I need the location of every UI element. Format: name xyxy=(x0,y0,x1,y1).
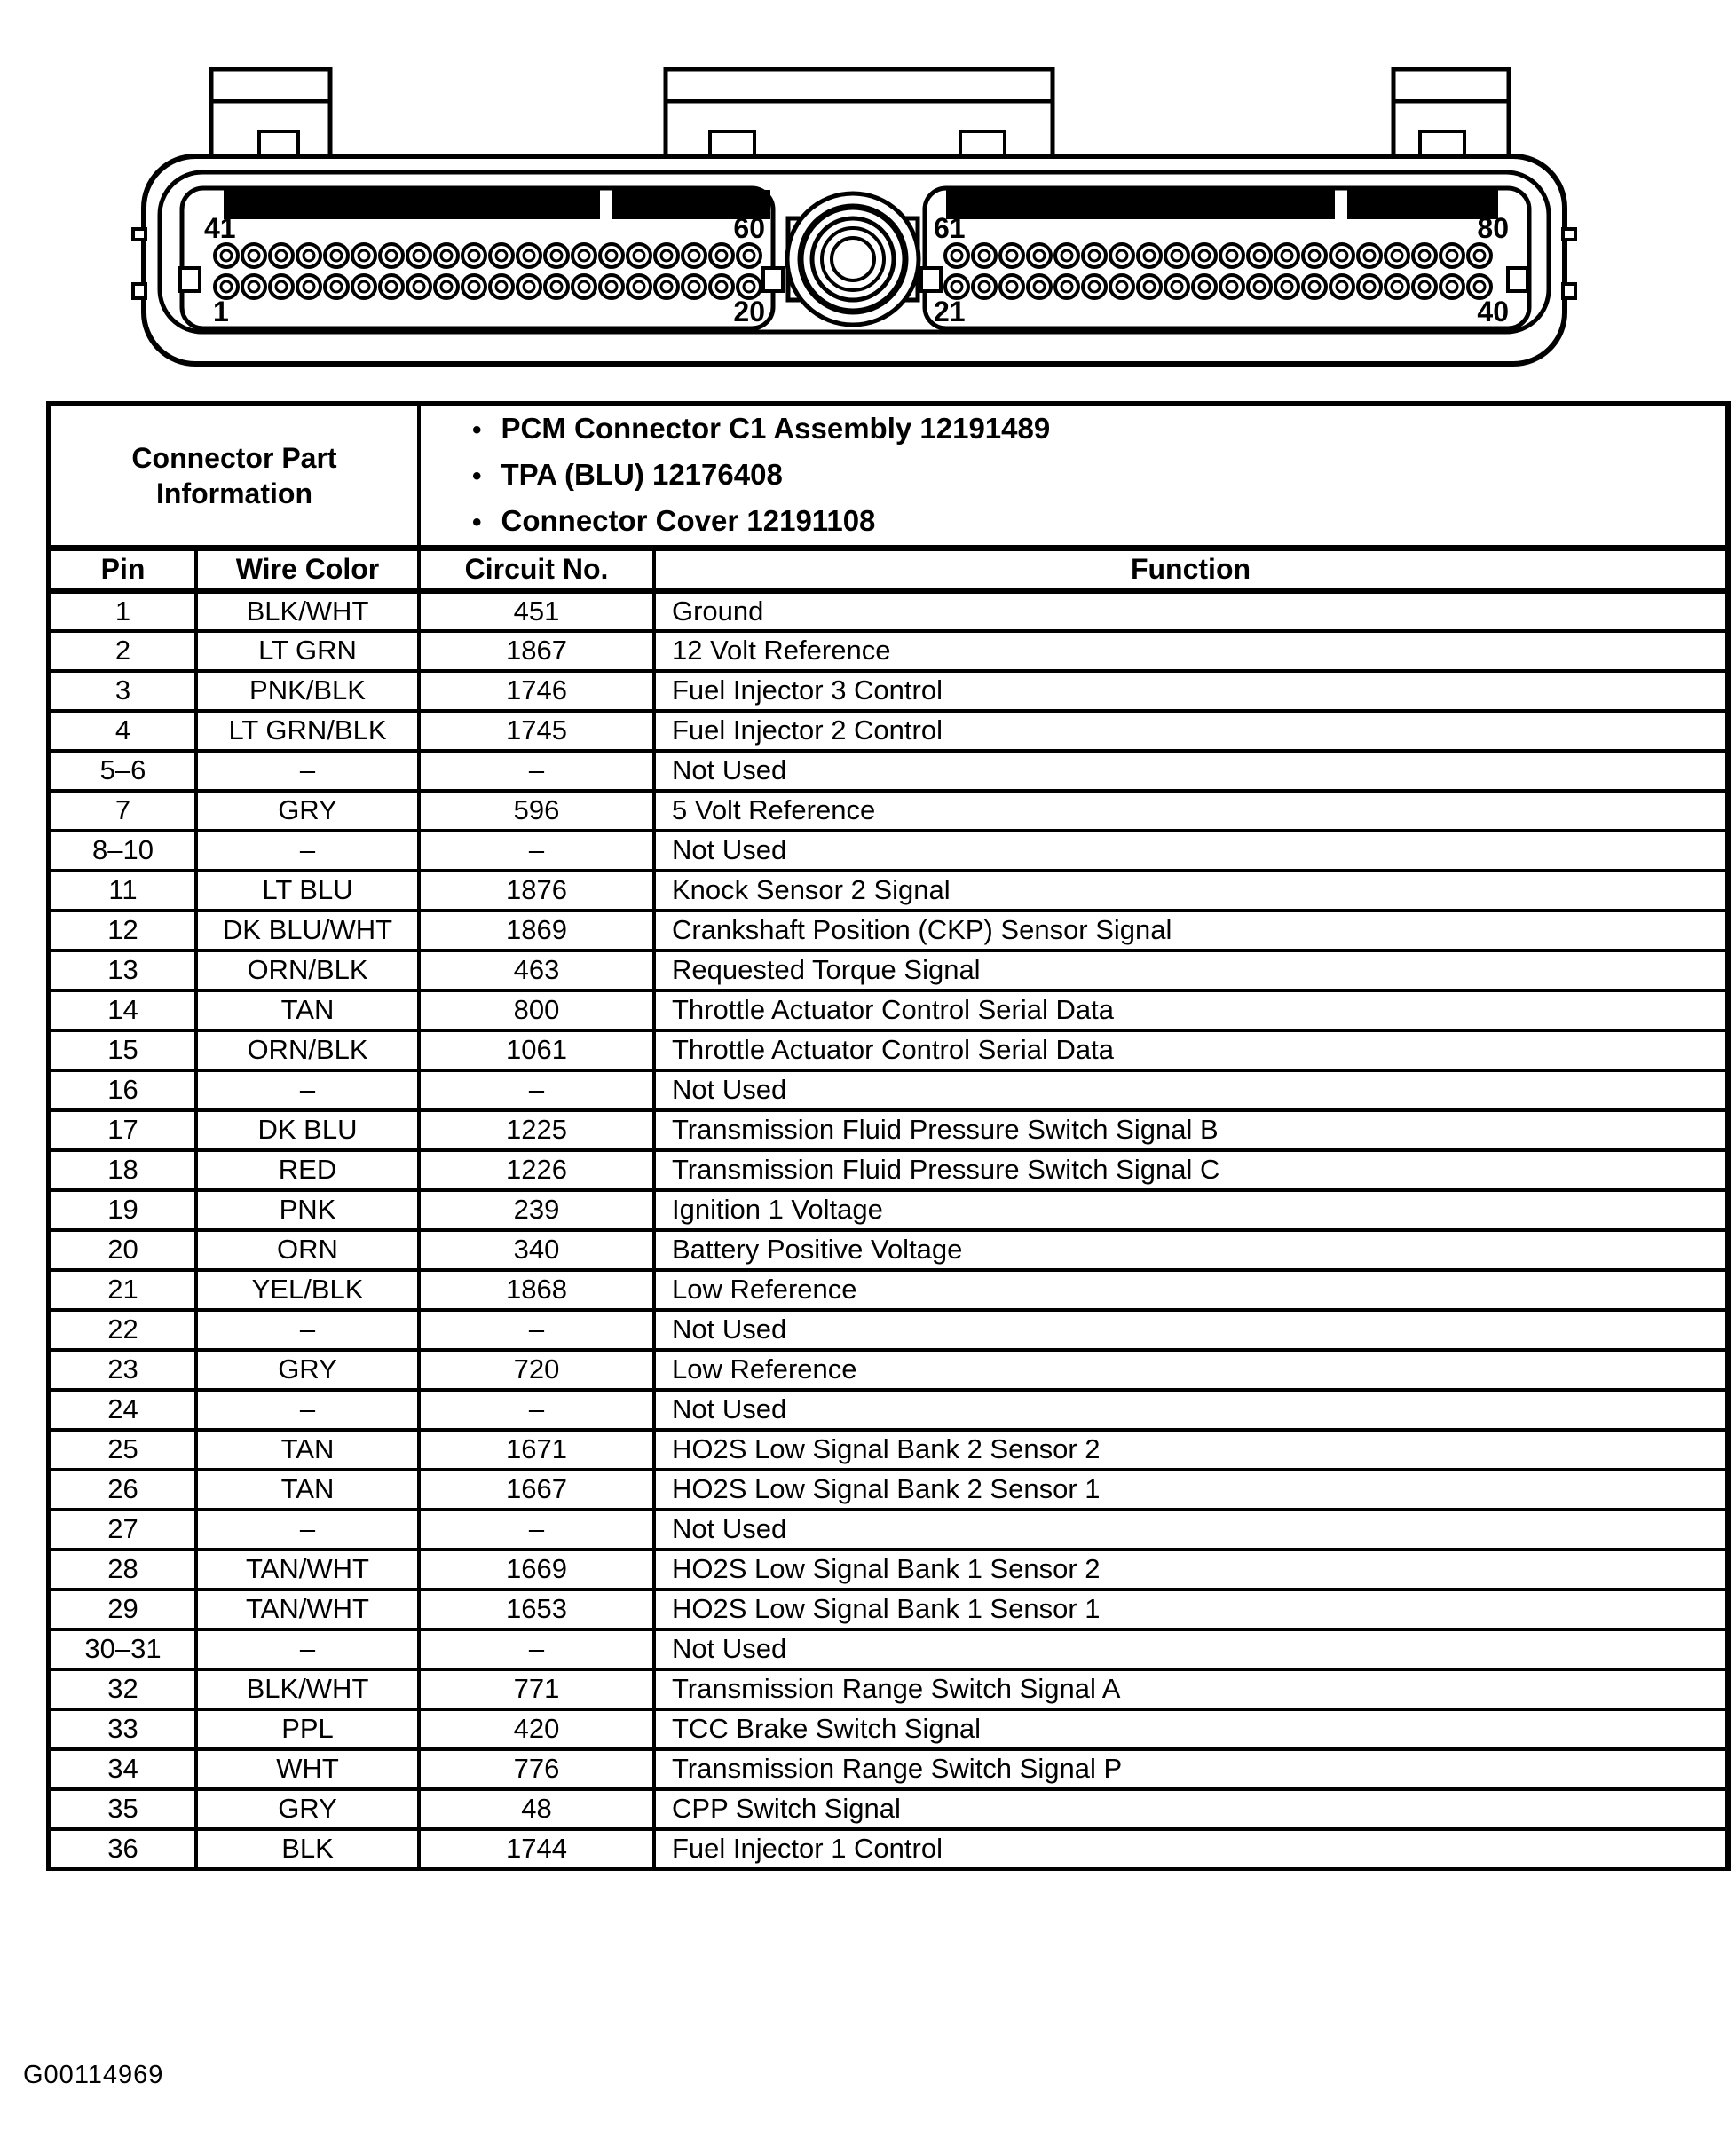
pin-cavity xyxy=(331,281,342,292)
cell-function: Throttle Actuator Control Serial Data xyxy=(654,1030,1728,1070)
pin-cavity xyxy=(496,281,507,292)
cell-wire: ORN/BLK xyxy=(196,951,419,990)
pin-cavity xyxy=(1337,250,1347,261)
pin-row xyxy=(49,1510,1728,1550)
pin-row xyxy=(49,911,1728,951)
cell-pin: 23 xyxy=(49,1350,196,1390)
cell-pin: 12 xyxy=(49,911,196,951)
cell-pin: 13 xyxy=(49,951,196,990)
cell-function: Not Used xyxy=(654,751,1728,791)
pin-row xyxy=(49,1789,1728,1829)
pin-cavity xyxy=(221,281,232,292)
pin-cavity xyxy=(1337,281,1347,292)
cell-pin: 33 xyxy=(49,1709,196,1749)
connector-part-info-text: Connector Part Information xyxy=(131,442,337,509)
cell-pin: 16 xyxy=(49,1070,196,1110)
pin-cavity xyxy=(744,250,754,261)
cell-wire: PPL xyxy=(196,1709,419,1749)
cell-wire: BLK/WHT xyxy=(196,591,419,631)
left-edge-tick xyxy=(133,229,146,240)
cell-pin: 14 xyxy=(49,990,196,1030)
pin-row xyxy=(49,1230,1728,1270)
cell-pin: 27 xyxy=(49,1510,196,1550)
pin-cavity xyxy=(1474,281,1485,292)
cell-wire: PNK xyxy=(196,1190,419,1230)
cell-pin: 3 xyxy=(49,671,196,711)
cell-circuit: – xyxy=(419,751,654,791)
pin-cavity xyxy=(414,281,424,292)
pin-cavity xyxy=(661,281,672,292)
pin-cavity xyxy=(331,250,342,261)
cell-wire: – xyxy=(196,831,419,871)
cell-pin: 1 xyxy=(49,591,196,631)
cell-function: Crankshaft Position (CKP) Sensor Signal xyxy=(654,911,1728,951)
cell-circuit: 1226 xyxy=(419,1150,654,1190)
cell-function: TCC Brake Switch Signal xyxy=(654,1709,1728,1749)
cell-pin: 8–10 xyxy=(49,831,196,871)
pin-number-label: 61 xyxy=(934,212,966,244)
pin-row xyxy=(49,1749,1728,1789)
cell-pin: 17 xyxy=(49,1110,196,1150)
cell-circuit: 420 xyxy=(419,1709,654,1749)
pin-row xyxy=(49,791,1728,831)
cell-circuit: 451 xyxy=(419,591,654,631)
pin-cavity xyxy=(1474,250,1485,261)
part-list-item xyxy=(472,499,1725,545)
pcm-connector-diagram xyxy=(0,0,1736,396)
cell-wire: DK BLU/WHT xyxy=(196,911,419,951)
left-tab-notch xyxy=(259,131,298,156)
connector-part-info-row xyxy=(49,404,1728,548)
pin-cavity xyxy=(1419,281,1430,292)
pin-row xyxy=(49,591,1728,631)
cell-wire: GRY xyxy=(196,791,419,831)
pin-cavity xyxy=(1172,281,1182,292)
cell-pin: 30–31 xyxy=(49,1629,196,1669)
cell-circuit: 776 xyxy=(419,1749,654,1789)
cell-pin: 5–6 xyxy=(49,751,196,791)
cell-circuit: – xyxy=(419,1390,654,1430)
center-bolt-boss xyxy=(787,193,919,325)
cell-wire: – xyxy=(196,1310,419,1350)
pin-cavity xyxy=(1034,250,1045,261)
pin-cavity xyxy=(1117,281,1127,292)
pin-cavity xyxy=(716,281,727,292)
cell-wire: TAN xyxy=(196,1430,419,1470)
center-tab-notch-left xyxy=(710,131,754,156)
pin-cavity xyxy=(979,250,990,261)
cell-wire: BLK xyxy=(196,1829,419,1869)
pin-cavity xyxy=(1364,281,1375,292)
right-edge-tick xyxy=(1563,229,1575,240)
cell-pin: 24 xyxy=(49,1390,196,1430)
pin-cavity xyxy=(661,250,672,261)
cell-function: Transmission Fluid Pressure Switch Signal C xyxy=(654,1150,1728,1190)
pin-row xyxy=(49,671,1728,711)
cell-circuit: 48 xyxy=(419,1789,654,1829)
pin-row xyxy=(49,951,1728,990)
bullet-icon: • xyxy=(472,462,482,491)
cell-function: Requested Torque Signal xyxy=(654,951,1728,990)
pin-number-label: 41 xyxy=(204,212,236,244)
part-item-text: Connector Cover 12191108 xyxy=(501,504,876,537)
pin-cavity xyxy=(304,250,314,261)
cell-circuit: 1868 xyxy=(419,1270,654,1310)
pin-cavity xyxy=(1309,281,1320,292)
cell-circuit: – xyxy=(419,1070,654,1110)
pin-cavity xyxy=(359,250,369,261)
cell-function: Transmission Fluid Pressure Switch Signal B xyxy=(654,1110,1728,1150)
left-edge-tick xyxy=(133,284,146,298)
pin-cavity xyxy=(579,281,589,292)
pin-cavity xyxy=(249,281,259,292)
cell-circuit: 1669 xyxy=(419,1550,654,1590)
pin-cavity xyxy=(496,250,507,261)
cell-pin: 25 xyxy=(49,1430,196,1470)
pin-cavity xyxy=(441,281,452,292)
pin-cavity xyxy=(1061,250,1072,261)
pin-cavity xyxy=(689,281,699,292)
cell-wire: TAN xyxy=(196,990,419,1030)
pin-cavity xyxy=(414,250,424,261)
pin-cavity xyxy=(951,250,962,261)
cell-function: HO2S Low Signal Bank 2 Sensor 2 xyxy=(654,1430,1728,1470)
pin-cavity xyxy=(276,281,287,292)
pin-cavity xyxy=(1172,250,1182,261)
cell-wire: – xyxy=(196,1390,419,1430)
pin-row xyxy=(49,1070,1728,1110)
pin-cavity xyxy=(221,250,232,261)
pin-row xyxy=(49,871,1728,911)
pin-cavity xyxy=(441,250,452,261)
pin-cavity xyxy=(1006,281,1017,292)
cell-pin: 20 xyxy=(49,1230,196,1270)
cell-function: Low Reference xyxy=(654,1350,1728,1390)
cell-wire: WHT xyxy=(196,1749,419,1789)
pin-number-label: 80 xyxy=(1477,212,1509,244)
pin-cavity xyxy=(551,281,562,292)
part-list-item xyxy=(472,453,1725,499)
pinout-table xyxy=(46,401,1731,1871)
cell-circuit: 239 xyxy=(419,1190,654,1230)
pin-row xyxy=(49,1030,1728,1070)
cell-pin: 26 xyxy=(49,1470,196,1510)
cell-circuit: – xyxy=(419,1629,654,1669)
pin-row xyxy=(49,751,1728,791)
cell-pin: 28 xyxy=(49,1550,196,1590)
cell-function: Not Used xyxy=(654,1510,1728,1550)
cell-wire: LT GRN/BLK xyxy=(196,711,419,751)
cell-pin: 22 xyxy=(49,1310,196,1350)
cell-pin: 4 xyxy=(49,711,196,751)
right-tab-notch xyxy=(1420,131,1464,156)
pin-row xyxy=(49,1470,1728,1510)
pin-cavity xyxy=(689,250,699,261)
pin-cavity xyxy=(1199,250,1210,261)
pin-cavity xyxy=(304,281,314,292)
cell-wire: GRY xyxy=(196,1789,419,1829)
cell-function: Fuel Injector 1 Control xyxy=(654,1829,1728,1869)
pin-cavity xyxy=(1061,281,1072,292)
cell-circuit: 771 xyxy=(419,1669,654,1709)
pin-row xyxy=(49,711,1728,751)
pin-cavity xyxy=(951,281,962,292)
pin-row xyxy=(49,631,1728,671)
pin-cavity xyxy=(1392,281,1402,292)
cell-circuit: – xyxy=(419,1310,654,1350)
column-header-pin: Pin xyxy=(49,548,196,591)
figure-id: G00114969 xyxy=(23,2061,164,2089)
pin-row xyxy=(49,1190,1728,1230)
pin-cavity xyxy=(634,250,644,261)
cell-function: Ignition 1 Voltage xyxy=(654,1190,1728,1230)
pin-cavity xyxy=(359,281,369,292)
column-header-row xyxy=(49,548,1728,591)
pin-cavity xyxy=(1006,250,1017,261)
cell-function: Ground xyxy=(654,591,1728,631)
cell-pin: 34 xyxy=(49,1749,196,1789)
cell-wire: ORN/BLK xyxy=(196,1030,419,1070)
cell-function: Throttle Actuator Control Serial Data xyxy=(654,990,1728,1030)
pin-cavity xyxy=(744,281,754,292)
pin-cavity xyxy=(1447,281,1457,292)
cell-circuit: 1746 xyxy=(419,671,654,711)
connector-top-tabs xyxy=(211,69,1509,156)
pin-row xyxy=(49,1629,1728,1669)
cell-wire: TAN/WHT xyxy=(196,1590,419,1629)
cell-function: Fuel Injector 2 Control xyxy=(654,711,1728,751)
cell-function: CPP Switch Signal xyxy=(654,1789,1728,1829)
cell-function: Not Used xyxy=(654,1629,1728,1669)
cell-function: Not Used xyxy=(654,1390,1728,1430)
bullet-icon: • xyxy=(472,508,482,537)
pin-cavity xyxy=(1447,250,1457,261)
pin-cavity xyxy=(716,250,727,261)
cell-function: Low Reference xyxy=(654,1270,1728,1310)
pin-row xyxy=(49,1270,1728,1310)
bullet-icon: • xyxy=(472,415,482,445)
center-tab-notch-right xyxy=(960,131,1005,156)
pin-row xyxy=(49,1709,1728,1749)
cell-wire: – xyxy=(196,751,419,791)
pin-row xyxy=(49,1390,1728,1430)
pin-cavity xyxy=(1282,281,1292,292)
connector-part-info-label xyxy=(49,404,419,548)
pin-cavity xyxy=(1364,250,1375,261)
cell-wire: YEL/BLK xyxy=(196,1270,419,1310)
cell-wire: PNK/BLK xyxy=(196,671,419,711)
column-header-circuit-no: Circuit No. xyxy=(419,548,654,591)
cell-function: 12 Volt Reference xyxy=(654,631,1728,671)
cell-circuit: 1671 xyxy=(419,1430,654,1470)
cell-circuit: 1225 xyxy=(419,1110,654,1150)
cell-wire: TAN/WHT xyxy=(196,1550,419,1590)
pin-row xyxy=(49,1430,1728,1470)
part-item-text: PCM Connector C1 Assembly 12191489 xyxy=(501,412,1051,445)
cell-circuit: 800 xyxy=(419,990,654,1030)
cell-wire: – xyxy=(196,1510,419,1550)
pin-cavity xyxy=(1034,281,1045,292)
cell-circuit: 1876 xyxy=(419,871,654,911)
cell-wire: LT GRN xyxy=(196,631,419,671)
cell-wire: – xyxy=(196,1629,419,1669)
pin-cavity xyxy=(1117,250,1127,261)
cell-wire: BLK/WHT xyxy=(196,1669,419,1709)
cell-circuit: 596 xyxy=(419,791,654,831)
cell-pin: 29 xyxy=(49,1590,196,1629)
cell-pin: 36 xyxy=(49,1829,196,1869)
pin-row xyxy=(49,1829,1728,1869)
pin-cavity xyxy=(276,250,287,261)
pin-cavity xyxy=(524,250,534,261)
cell-circuit: 1745 xyxy=(419,711,654,751)
cell-circuit: 1744 xyxy=(419,1829,654,1869)
pin-row xyxy=(49,1110,1728,1150)
cell-circuit: 720 xyxy=(419,1350,654,1390)
pin-cavity xyxy=(1392,250,1402,261)
cell-function: Transmission Range Switch Signal A xyxy=(654,1669,1728,1709)
pin-cavity xyxy=(606,281,617,292)
cell-function: HO2S Low Signal Bank 1 Sensor 1 xyxy=(654,1590,1728,1629)
pin-cavity xyxy=(1254,250,1265,261)
pin-cavity xyxy=(606,250,617,261)
pin-row xyxy=(49,1669,1728,1709)
cell-circuit: 1667 xyxy=(419,1470,654,1510)
cell-circuit: 1869 xyxy=(419,911,654,951)
pin-cavity xyxy=(1227,250,1237,261)
column-header-function: Function xyxy=(654,548,1728,591)
cell-circuit: 340 xyxy=(419,1230,654,1270)
column-header-wire-color: Wire Color xyxy=(196,548,419,591)
pin-cavity xyxy=(469,250,479,261)
pin-cavity xyxy=(1089,281,1100,292)
pin-cavity xyxy=(1144,281,1155,292)
pin-cavity xyxy=(634,281,644,292)
part-list-item xyxy=(472,406,1725,453)
cell-wire: LT BLU xyxy=(196,871,419,911)
cell-circuit: 1061 xyxy=(419,1030,654,1070)
pin-cavity xyxy=(1144,250,1155,261)
pin-cavity xyxy=(551,250,562,261)
cell-function: Knock Sensor 2 Signal xyxy=(654,871,1728,911)
pin-number-label: 60 xyxy=(733,212,765,244)
pin-cavity xyxy=(469,281,479,292)
cell-wire: DK BLU xyxy=(196,1110,419,1150)
pin-row xyxy=(49,831,1728,871)
pin-number-label: 40 xyxy=(1477,296,1509,327)
pin-cavity xyxy=(524,281,534,292)
pin-row xyxy=(49,1590,1728,1629)
cell-function: Fuel Injector 3 Control xyxy=(654,671,1728,711)
pin-cavity xyxy=(249,250,259,261)
pin-row xyxy=(49,990,1728,1030)
cell-pin: 11 xyxy=(49,871,196,911)
cell-function: 5 Volt Reference xyxy=(654,791,1728,831)
cell-wire: RED xyxy=(196,1150,419,1190)
cell-circuit: 463 xyxy=(419,951,654,990)
pin-cavity xyxy=(386,281,397,292)
cell-function: HO2S Low Signal Bank 2 Sensor 1 xyxy=(654,1470,1728,1510)
cell-pin: 15 xyxy=(49,1030,196,1070)
cell-circuit: – xyxy=(419,1510,654,1550)
pin-cavity xyxy=(579,250,589,261)
cell-pin: 18 xyxy=(49,1150,196,1190)
cell-wire: – xyxy=(196,1070,419,1110)
cell-wire: TAN xyxy=(196,1470,419,1510)
pin-row xyxy=(49,1550,1728,1590)
cell-circuit: 1867 xyxy=(419,631,654,671)
cell-pin: 21 xyxy=(49,1270,196,1310)
cell-circuit: 1653 xyxy=(419,1590,654,1629)
cell-pin: 2 xyxy=(49,631,196,671)
pin-number-label: 20 xyxy=(733,296,765,327)
pin-cavity xyxy=(1282,250,1292,261)
cell-wire: ORN xyxy=(196,1230,419,1270)
cell-wire: GRY xyxy=(196,1350,419,1390)
pin-cavity xyxy=(1199,281,1210,292)
connector-part-list xyxy=(419,404,1728,548)
cell-function: Battery Positive Voltage xyxy=(654,1230,1728,1270)
pin-cavity xyxy=(1089,250,1100,261)
cell-pin: 7 xyxy=(49,791,196,831)
cell-function: Not Used xyxy=(654,1070,1728,1110)
pin-number-label: 1 xyxy=(213,296,229,327)
pin-cavity xyxy=(1254,281,1265,292)
cell-pin: 35 xyxy=(49,1789,196,1829)
pin-row xyxy=(49,1350,1728,1390)
cell-function: HO2S Low Signal Bank 1 Sensor 2 xyxy=(654,1550,1728,1590)
pin-row xyxy=(49,1150,1728,1190)
cell-function: Transmission Range Switch Signal P xyxy=(654,1749,1728,1789)
pin-cavity xyxy=(386,250,397,261)
pin-number-label: 21 xyxy=(934,296,966,327)
pin-cavity xyxy=(1419,250,1430,261)
part-item-text: TPA (BLU) 12176408 xyxy=(501,458,783,491)
cell-function: Not Used xyxy=(654,1310,1728,1350)
cell-pin: 32 xyxy=(49,1669,196,1709)
pin-cavity xyxy=(1227,281,1237,292)
cell-pin: 19 xyxy=(49,1190,196,1230)
pin-cavity xyxy=(1309,250,1320,261)
pin-cavity xyxy=(979,281,990,292)
cell-circuit: – xyxy=(419,831,654,871)
cell-function: Not Used xyxy=(654,831,1728,871)
pin-row xyxy=(49,1310,1728,1350)
right-edge-tick xyxy=(1563,284,1575,298)
